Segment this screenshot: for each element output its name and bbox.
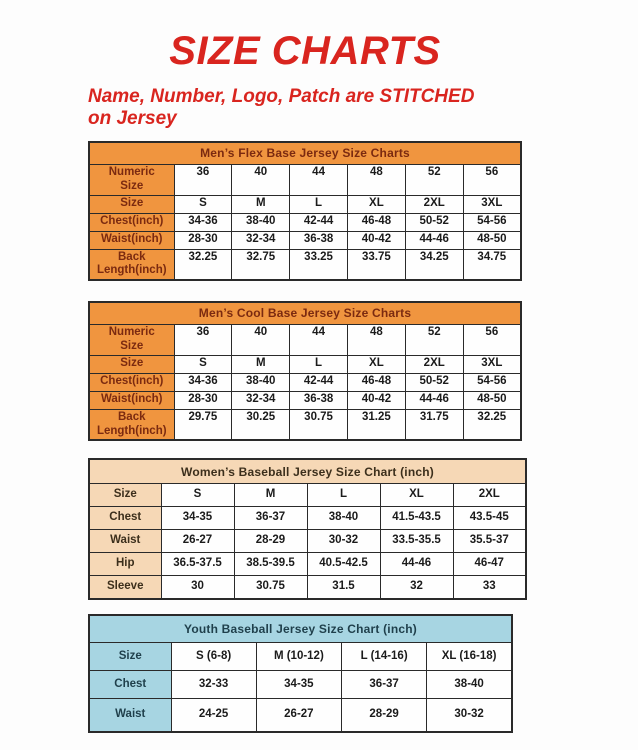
cell-value: 40-42 [347,391,405,409]
cell-value: 54-56 [463,373,521,391]
cell-value: 46-47 [453,553,526,576]
cell-value: 34-36 [174,213,232,231]
cell-value: 56 [463,165,521,196]
cell-value: 30.25 [232,409,290,440]
cell-value: L [307,484,380,507]
row-label: Numeric Size [89,165,174,196]
cell-value: 28-30 [174,391,232,409]
table-title-row [89,302,521,325]
cell-value: S (6-8) [171,643,256,671]
cell-value: 29.75 [174,409,232,440]
row-label: Waist [89,530,161,553]
cell-value: 34-35 [161,507,234,530]
cell-value: L [290,195,348,213]
cell-value: 36.5-37.5 [161,553,234,576]
table-row [89,530,526,553]
table-row [89,671,512,699]
cell-value: 48-50 [463,391,521,409]
cell-value: M [232,355,290,373]
table-title-row [89,459,526,484]
cell-value: 56 [463,325,521,356]
row-label: Waist(inch) [89,391,174,409]
row-label: Size [89,643,171,671]
table-title: Men’s Flex Base Jersey Size Charts [89,142,521,165]
cell-value: 33 [453,576,526,599]
cell-value: 38-40 [232,373,290,391]
row-label: Size [89,195,174,213]
womens-baseball-size-chart [88,458,527,600]
page-subtitle: Name, Number, Logo, Patch are STITCHED on Jersey [88,86,475,129]
cell-value: 28-30 [174,231,232,249]
cell-value: 2XL [453,484,526,507]
cell-value: 42-44 [290,373,348,391]
table-row [89,231,521,249]
cell-value: 30.75 [234,576,307,599]
table-row [89,507,526,530]
cell-value: 38-40 [232,213,290,231]
table-row [89,213,521,231]
table-row [89,699,512,732]
cell-value: 33.25 [290,249,348,280]
cell-value: 44-46 [380,553,453,576]
cell-value: 40-42 [347,231,405,249]
table-title-row [89,142,521,165]
cell-value: 48 [347,325,405,356]
cell-value: 26-27 [161,530,234,553]
cell-value: S [174,195,232,213]
cell-value: 52 [405,325,463,356]
cell-value: XL (16-18) [427,643,512,671]
cell-value: 30 [161,576,234,599]
cell-value: 36-38 [290,391,348,409]
cell-value: 28-29 [342,699,427,732]
cell-value: 33.75 [347,249,405,280]
cell-value: 28-29 [234,530,307,553]
row-label: Chest(inch) [89,213,174,231]
table-title: Youth Baseball Jersey Size Chart (inch) [89,615,512,643]
cell-value: XL [380,484,453,507]
cell-value: 46-48 [347,373,405,391]
cell-value: 38-40 [307,507,380,530]
cell-value: 40 [232,165,290,196]
cell-value: 24-25 [171,699,256,732]
row-label: Waist [89,699,171,732]
table-row [89,373,521,391]
cell-value: 44 [290,325,348,356]
table-row [89,325,521,356]
table-row [89,576,526,599]
cell-value: 33.5-35.5 [380,530,453,553]
cell-value: 44 [290,165,348,196]
table-row [89,484,526,507]
cell-value: L [290,355,348,373]
cell-value: 38-40 [427,671,512,699]
cell-value: 30.75 [290,409,348,440]
cell-value: 2XL [405,195,463,213]
row-label: Size [89,484,161,507]
mens-flex-base-size-chart [88,141,522,281]
cell-value: 44-46 [405,231,463,249]
cell-value: 38.5-39.5 [234,553,307,576]
table-title: Women’s Baseball Jersey Size Chart (inch) [89,459,526,484]
cell-value: 48-50 [463,231,521,249]
table-row [89,391,521,409]
cell-value: 2XL [405,355,463,373]
cell-value: M [234,484,307,507]
cell-value: 34-36 [174,373,232,391]
row-label: Waist(inch) [89,231,174,249]
cell-value: 34-35 [256,671,341,699]
row-label: Chest [89,671,171,699]
cell-value: 52 [405,165,463,196]
cell-value: 44-46 [405,391,463,409]
table-row [89,195,521,213]
row-label: Hip [89,553,161,576]
cell-value: 42-44 [290,213,348,231]
cell-value: 34.75 [463,249,521,280]
table-title: Men’s Cool Base Jersey Size Charts [89,302,521,325]
cell-value: M [232,195,290,213]
cell-value: S [161,484,234,507]
cell-value: 40.5-42.5 [307,553,380,576]
table-row [89,249,521,280]
cell-value: 30-32 [307,530,380,553]
table-row [89,409,521,440]
cell-value: 36 [174,165,232,196]
cell-value: XL [347,195,405,213]
cell-value: S [174,355,232,373]
row-label: Numeric Size [89,325,174,356]
cell-value: 50-52 [405,373,463,391]
cell-value: 50-52 [405,213,463,231]
page-title: SIZE CHARTS [169,29,441,73]
table-title-row [89,615,512,643]
cell-value: 32.25 [463,409,521,440]
cell-value: 32-34 [232,391,290,409]
cell-value: 31.75 [405,409,463,440]
youth-baseball-size-chart [88,614,513,733]
cell-value: 36-37 [234,507,307,530]
cell-value: 48 [347,165,405,196]
cell-value: 32 [380,576,453,599]
cell-value: 54-56 [463,213,521,231]
cell-value: 41.5-43.5 [380,507,453,530]
cell-value: 31.25 [347,409,405,440]
cell-value: 30-32 [427,699,512,732]
row-label: Back Length(inch) [89,409,174,440]
tables-container [88,141,538,733]
row-label: Chest [89,507,161,530]
cell-value: 35.5-37 [453,530,526,553]
cell-value: 36-37 [342,671,427,699]
cell-value: 46-48 [347,213,405,231]
cell-value: 36-38 [290,231,348,249]
cell-value: 40 [232,325,290,356]
cell-value: 43.5-45 [453,507,526,530]
cell-value: 26-27 [256,699,341,732]
row-label: Back Length(inch) [89,249,174,280]
cell-value: 3XL [463,195,521,213]
cell-value: XL [347,355,405,373]
cell-value: 3XL [463,355,521,373]
row-label: Sleeve [89,576,161,599]
cell-value: 34.25 [405,249,463,280]
mens-cool-base-size-chart [88,301,522,441]
cell-value: 32.75 [232,249,290,280]
table-row [89,355,521,373]
cell-value: 36 [174,325,232,356]
cell-value: L (14-16) [342,643,427,671]
table-row [89,165,521,196]
row-label: Size [89,355,174,373]
cell-value: 32-34 [232,231,290,249]
cell-value: M (10-12) [256,643,341,671]
cell-value: 31.5 [307,576,380,599]
row-label: Chest(inch) [89,373,174,391]
table-row [89,643,512,671]
cell-value: 32.25 [174,249,232,280]
cell-value: 32-33 [171,671,256,699]
table-row [89,553,526,576]
